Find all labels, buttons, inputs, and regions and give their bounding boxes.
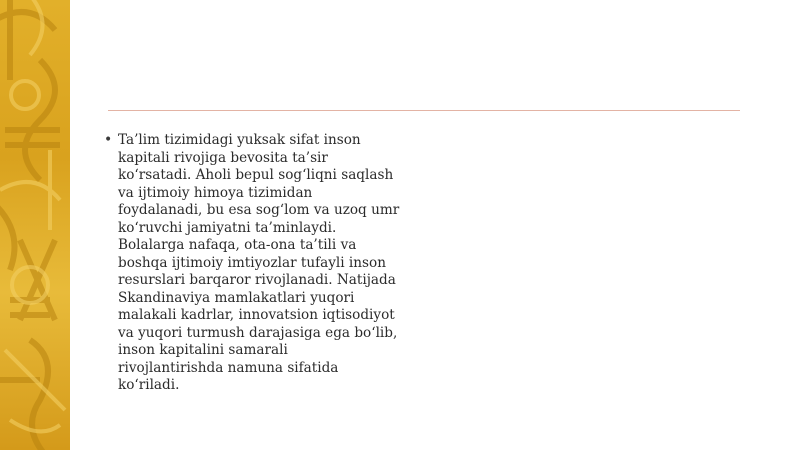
- title-divider-line: [108, 110, 740, 111]
- bullet-text: Ta’lim tizimidagi yuksak sifat inson kapitali rivojiga bevosita ta’sir ko‘rsatadi. Aholi bepul sog‘liqni saqlash va ijtimoiy himoya tizimidan foydalanadi, bu esa sog‘lom va uzoq umr ko‘ruvchi jamiyatni ta’minlaydi. Bolalarga nafaqa, ota-ona ta’tili va boshqa ijtimoiy imtiyozlar tufayli inson resurslari barqaror rivojlanadi. Natijada Skandinaviya mamlakatlari yuqori malakali kadrlar, innovatsion iqtisodiyot va yuqori turmush darajasiga ega bo‘lib, inson kapitalini samarali rivojlantirishda namuna sifatida ko‘riladi.: [118, 132, 400, 393]
- bullet-dot-icon: •: [104, 132, 113, 148]
- bullet-item: [104, 132, 414, 395]
- bullet-list: [104, 132, 414, 395]
- decorative-currency-strip: [0, 0, 70, 450]
- currency-pattern-icon: [0, 0, 70, 450]
